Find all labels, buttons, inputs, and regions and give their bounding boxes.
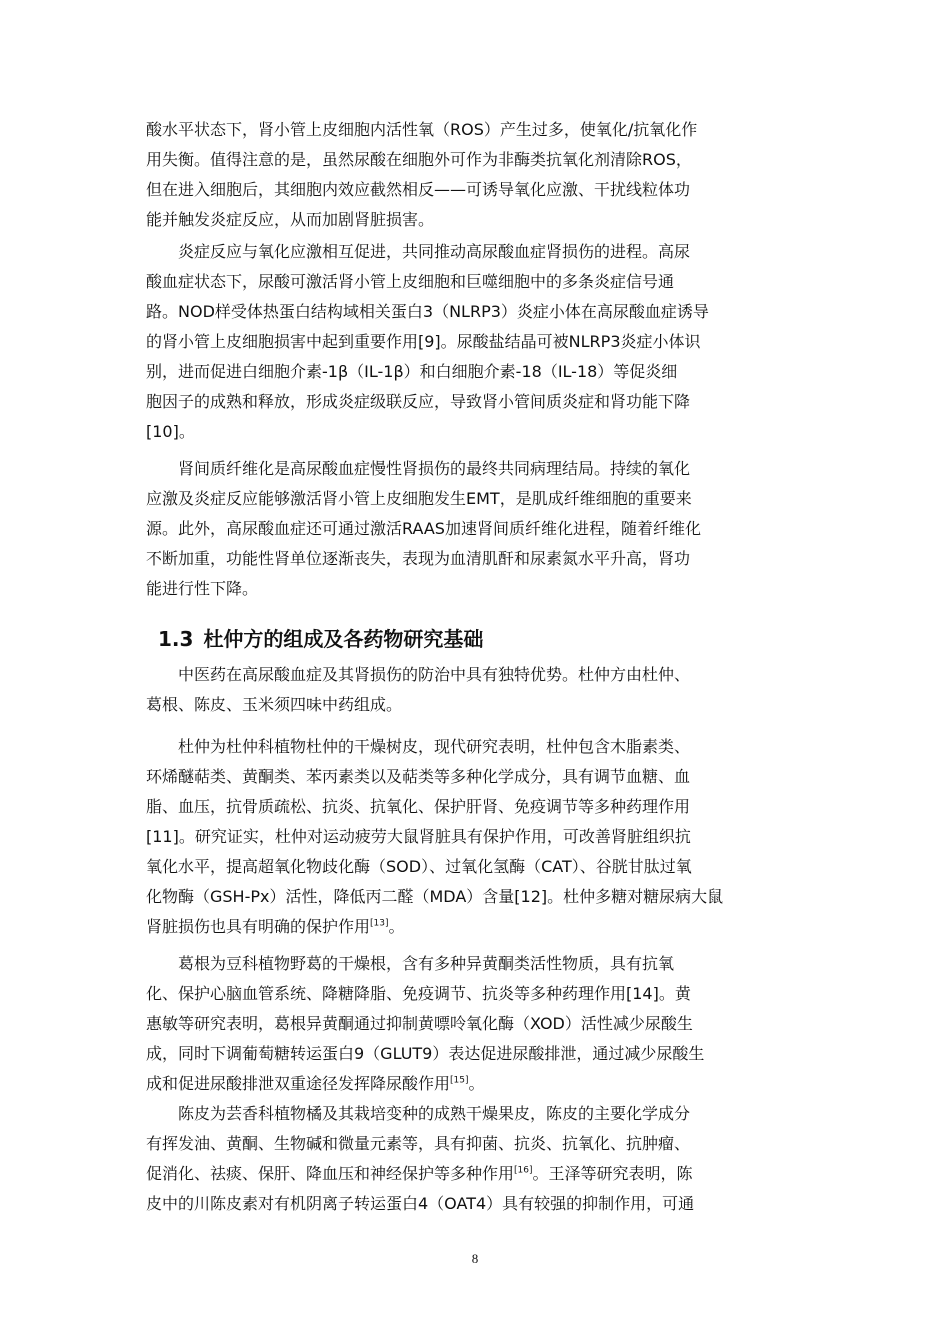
text-line: 脂、血压，抗骨质疏松、抗炎、抗氧化、保护肝肾、免疫调节等多种药理作用 <box>146 797 691 816</box>
text-line <box>146 912 806 942</box>
paragraph-5 <box>146 732 806 942</box>
citation-superscript: [15] <box>450 1075 469 1086</box>
text-line: 能进行性下降。 <box>146 579 259 598</box>
text-line: 有挥发油、黄酮、生物碱和微量元素等，具有抑菌、抗炎、抗氧化、抗肿瘤、 <box>146 1134 691 1153</box>
text-line: 能并触发炎症反应，从而加剧肾脏损害。 <box>146 210 435 229</box>
text-line: 应激及炎症反应能够激活肾小管上皮细胞发生EMT，是肌成纤维细胞的重要来 <box>146 489 692 508</box>
text-line: 葛根、陈皮、玉米须四味中药组成。 <box>146 695 403 714</box>
text-line: 酸水平状态下，肾小管上皮细胞内活性氧（ROS）产生过多，使氧化/抗氧化作 <box>146 120 698 139</box>
text-line: [11]。研究证实，杜仲对运动疲劳大鼠肾脏具有保护作用，可改善肾脏组织抗 <box>146 827 691 846</box>
section-title: 杜仲方的组成及各药物研究基础 <box>203 627 484 651</box>
text-line: [10]。 <box>146 422 195 441</box>
section-heading <box>158 625 483 653</box>
citation-superscript: [16] <box>514 1165 533 1176</box>
text-segment: 成和促进尿酸排泄双重途径发挥降尿酸作用 <box>146 1074 451 1093</box>
text-line <box>146 1159 806 1189</box>
paragraph-6 <box>146 949 806 1099</box>
text-line: 用失衡。值得注意的是，虽然尿酸在细胞外可作为非酶类抗氧化剂清除ROS， <box>146 150 692 169</box>
text-line: 杜仲为杜仲科植物杜仲的干燥树皮，现代研究表明，杜仲包含木脂素类、 <box>178 737 691 756</box>
text-line: 但在进入细胞后，其细胞内效应截然相反——可诱导氧化应激、干扰线粒体功 <box>146 180 691 199</box>
text-line: 中医药在高尿酸血症及其肾损伤的防治中具有独特优势。杜仲方由杜仲、 <box>178 665 691 684</box>
text-line: 陈皮为芸香科植物橘及其栽培变种的成熟干燥果皮，陈皮的主要化学成分 <box>178 1104 691 1123</box>
citation-superscript: [13] <box>370 918 389 929</box>
text-line: 路。NOD样受体热蛋白结构域相关蛋白3（NLRP3）炎症小体在高尿酸血症诱导 <box>146 302 709 321</box>
text-line: 惠敏等研究表明，葛根异黄酮通过抑制黄嘌呤氧化酶（XOD）活性减少尿酸生 <box>146 1014 693 1033</box>
paragraph-1 <box>146 115 806 235</box>
text-segment: 肾脏损伤也具有明确的保护作用 <box>146 917 371 936</box>
paragraph-4 <box>146 660 806 720</box>
text-line: 的肾小管上皮细胞损害中起到重要作用[9]。尿酸盐结晶可被NLRP3炎症小体识 <box>146 332 701 351</box>
text-line: 化物酶（GSH-Px）活性，降低丙二醛（MDA）含量[12]。杜仲多糖对糖尿病大鼠 <box>146 887 724 906</box>
text-line: 皮中的川陈皮素对有机阴离子转运蛋白4（OAT4）具有较强的抑制作用，可通 <box>146 1194 695 1213</box>
paragraph-3 <box>146 454 806 604</box>
text-line <box>146 1069 806 1099</box>
text-line: 炎症反应与氧化应激相互促进，共同推动高尿酸血症肾损伤的进程。高尿 <box>178 242 691 261</box>
text-segment: 。 <box>388 917 405 936</box>
paragraph-7 <box>146 1099 806 1219</box>
text-line: 别，进而促进白细胞介素-1β（IL-1β）和白细胞介素-18（IL-18）等促炎细 <box>146 362 678 381</box>
text-line: 源。此外，高尿酸血症还可通过激活RAAS加速肾间质纤维化进程，随着纤维化 <box>146 519 701 538</box>
text-line: 氧化水平，提高超氧化物歧化酶（SOD）、过氧化氢酶（CAT）、谷胱甘肽过氧 <box>146 857 692 876</box>
text-segment: 促消化、祛痰、保肝、降血压和神经保护等多种作用 <box>146 1164 515 1183</box>
text-line: 酸血症状态下，尿酸可激活肾小管上皮细胞和巨噬细胞中的多条炎症信号通 <box>146 272 675 291</box>
text-line: 肾间质纤维化是高尿酸血症慢性肾损伤的最终共同病理结局。持续的氧化 <box>178 459 691 478</box>
page-number: 8 <box>471 1251 479 1266</box>
text-line: 环烯醚萜类、黄酮类、苯丙素类以及萜类等多种化学成分，具有调节血糖、血 <box>146 767 691 786</box>
paragraph-2 <box>146 237 806 447</box>
section-number: 1.3 <box>158 627 194 651</box>
text-segment: 。王泽等研究表明，陈 <box>532 1164 693 1183</box>
text-segment: 。 <box>468 1074 485 1093</box>
text-line: 成，同时下调葡萄糖转运蛋白9（GLUT9）表达促进尿酸排泄，通过减少尿酸生 <box>146 1044 705 1063</box>
text-line: 不断加重，功能性肾单位逐渐丧失，表现为血清肌酐和尿素氮水平升高，肾功 <box>146 549 691 568</box>
text-line: 葛根为豆科植物野葛的干燥根，含有多种异黄酮类活性物质，具有抗氧 <box>178 954 675 973</box>
text-line: 化、保护心脑血管系统、降糖降脂、免疫调节、抗炎等多种药理作用[14]。黄 <box>146 984 691 1003</box>
text-line: 胞因子的成熟和释放，形成炎症级联反应，导致肾小管间质炎症和肾功能下降 <box>146 392 691 411</box>
